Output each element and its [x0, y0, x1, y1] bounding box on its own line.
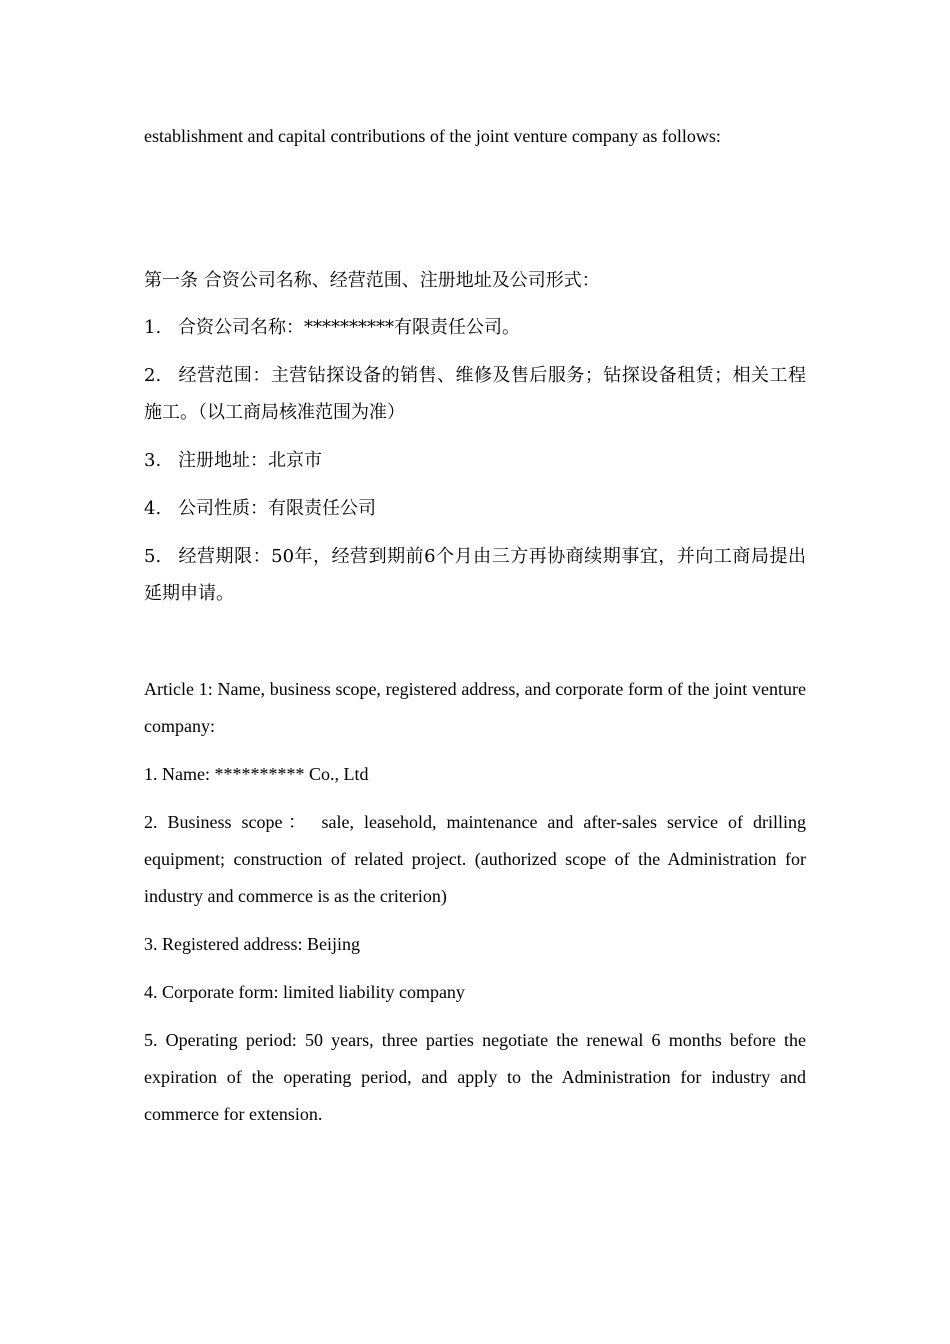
article-cn-item-5 [144, 538, 806, 612]
item-number: 4. [144, 498, 162, 519]
article-en-item-4: 4. Corporate form: limited liability company [144, 982, 465, 1002]
article-cn-heading: 第一条 合资公司名称、经营范围、注册地址及公司形式： [144, 270, 600, 291]
article-en-item-2: 2. Business scope： sale, leasehold, maintenance and after-sales service of drilling equipment; construction of related project. (authorized scope of the Administration for industry and commerce is as the criterion) [144, 812, 806, 906]
article-cn-item-3 [144, 442, 806, 479]
article-en-item-5: 5. Operating period: 50 years, three parties negotiate the renewal 6 months before the expiration of the operating period, and apply to the Administration for industry and commerce for extension. [144, 1030, 806, 1124]
intro-paragraph: establishment and capital contributions of the joint venture company as follows: [144, 126, 721, 146]
item-text: 注册地址：北京市 [178, 450, 322, 471]
item-text: 经营范围：主营钻探设备的销售、维修及售后服务；钻探设备租赁；相关工程施工。（以工商局核准范围为准） [144, 365, 806, 423]
item-text: 经营期限：50年，经营到期前6个月由三方再协商续期事宜，并向工商局提出延期申请。 [144, 546, 806, 604]
item-number: 3. [144, 450, 162, 471]
article-en-item-3: 3. Registered address: Beijing [144, 934, 360, 954]
article-cn-item-2 [144, 357, 806, 431]
item-number: 1. [144, 317, 162, 338]
item-number: 5. [144, 546, 162, 567]
article-cn-item-1 [144, 309, 806, 346]
article-cn-item-4 [144, 490, 806, 527]
item-text: 公司性质：有限责任公司 [178, 498, 376, 519]
article-en-item-1: 1. Name: ********** Co., Ltd [144, 764, 369, 784]
article-en-heading: Article 1: Name, business scope, registered address, and corporate form of the joint venture company: [144, 679, 806, 736]
item-number: 2. [144, 365, 162, 386]
item-text: 合资公司名称：**********有限责任公司。 [178, 317, 520, 338]
